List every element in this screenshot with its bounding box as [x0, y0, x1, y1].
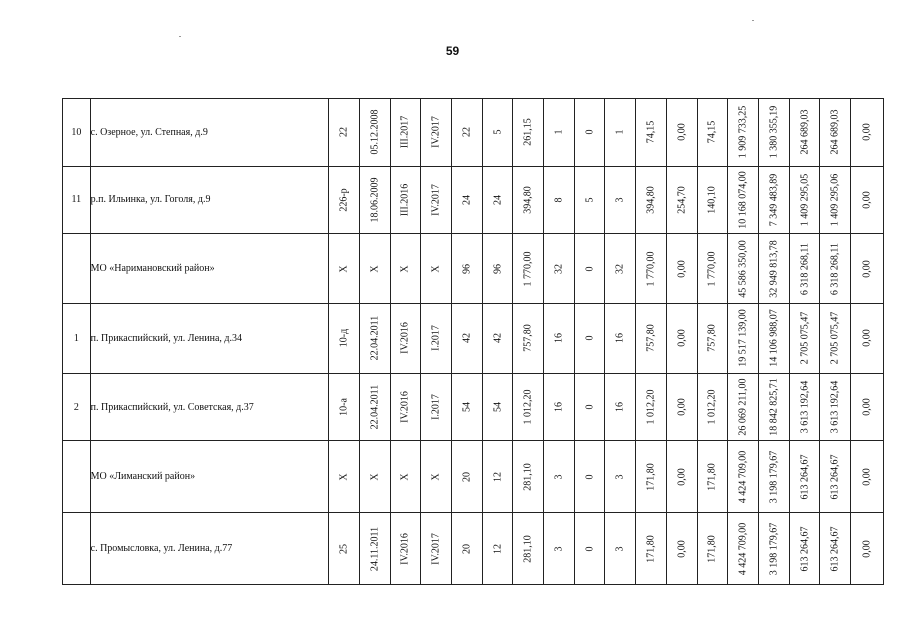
value-cell: [697, 234, 728, 304]
table-row: [63, 99, 884, 167]
row-number-cell: 10: [63, 99, 91, 167]
value-text: IV.2016: [399, 532, 411, 565]
value-text: 22: [338, 127, 350, 138]
value-cell: [544, 513, 575, 585]
value-cell: [359, 99, 390, 167]
table-row: [63, 513, 884, 585]
value-text: 1 409 295,06: [829, 173, 841, 227]
value-text: IV.2017: [430, 116, 442, 149]
value-text: 757,80: [706, 324, 718, 353]
value-cell: [851, 166, 884, 234]
value-text: 6 318 268,11: [799, 242, 811, 295]
value-text: 54: [461, 402, 473, 413]
value-cell: [451, 234, 482, 304]
value-text: Х: [430, 473, 442, 481]
value-text: 171,80: [645, 534, 657, 563]
value-text: 1 770,00: [706, 251, 718, 287]
value-cell: [851, 513, 884, 585]
value-cell: [636, 513, 667, 585]
value-cell: [636, 166, 667, 234]
value-cell: [758, 441, 789, 513]
address-cell: МО «Наримановский район»: [90, 234, 329, 304]
value-text: 16: [614, 402, 626, 413]
value-text: 32 949 813,78: [768, 239, 780, 298]
value-text: 394,80: [522, 186, 534, 214]
value-cell: [451, 304, 482, 374]
value-text: 22.04.2011: [369, 316, 381, 361]
value-text: 25: [338, 543, 350, 554]
value-cell: [636, 99, 667, 167]
value-cell: [359, 166, 390, 234]
value-cell: [574, 441, 605, 513]
value-text: 0: [584, 404, 596, 410]
value-text: 16: [553, 333, 565, 344]
row-number-cell: 2: [63, 373, 91, 441]
value-text: Х: [369, 265, 381, 273]
value-cell: [789, 304, 820, 374]
table-row: [63, 441, 884, 513]
value-text: 0,00: [676, 259, 688, 278]
value-cell: [758, 304, 789, 374]
value-cell: [636, 373, 667, 441]
value-cell: [605, 234, 636, 304]
value-cell: [820, 373, 851, 441]
value-cell: [758, 373, 789, 441]
value-cell: [605, 441, 636, 513]
value-text: 8: [553, 197, 565, 203]
value-cell: [329, 513, 360, 585]
value-text: IV.2016: [399, 322, 411, 355]
value-text: 26 069 211,00: [737, 378, 749, 436]
value-cell: [329, 441, 360, 513]
value-text: 3: [614, 474, 626, 480]
value-text: 54: [492, 402, 503, 413]
value-cell: [513, 304, 544, 374]
value-text: 140,10: [706, 186, 718, 214]
value-cell: [851, 441, 884, 513]
value-cell: [513, 99, 544, 167]
value-cell: [574, 234, 605, 304]
value-cell: [758, 99, 789, 167]
value-text: 16: [553, 402, 565, 413]
value-text: 12: [492, 471, 503, 482]
value-text: 0,00: [676, 539, 688, 558]
table-row: [63, 166, 884, 234]
value-text: 613 264,67: [829, 526, 841, 572]
value-text: Х: [369, 473, 381, 481]
value-cell: [482, 234, 513, 304]
value-cell: [390, 304, 421, 374]
value-text: 613 264,67: [799, 454, 811, 500]
value-text: 261,15: [522, 118, 534, 147]
value-text: 20: [461, 471, 473, 482]
housing-program-table: [62, 98, 884, 585]
value-cell: [605, 166, 636, 234]
value-cell: [666, 373, 697, 441]
value-cell: [390, 373, 421, 441]
value-text: 1 012,20: [522, 389, 534, 425]
value-text: 0: [584, 546, 596, 552]
row-number-cell: 11: [63, 166, 91, 234]
value-cell: [789, 99, 820, 167]
value-cell: [820, 99, 851, 167]
value-cell: [697, 441, 728, 513]
value-text: 32: [614, 263, 626, 274]
value-cell: [329, 304, 360, 374]
value-text: 0: [584, 129, 596, 135]
value-cell: [636, 234, 667, 304]
value-cell: [605, 99, 636, 167]
value-text: 1 770,00: [522, 251, 534, 287]
value-text: 254,70: [676, 186, 688, 214]
value-text: 3: [614, 546, 626, 552]
value-cell: [482, 99, 513, 167]
value-text: 0,00: [861, 329, 873, 348]
value-text: 7 349 483,89: [768, 173, 780, 227]
value-text: I.2017: [430, 394, 442, 420]
value-text: 0: [584, 266, 596, 272]
value-cell: [451, 441, 482, 513]
scan-speck: [179, 36, 181, 37]
value-text: 1 380 355,19: [768, 106, 780, 159]
value-text: 1 909 733,25: [737, 106, 749, 159]
value-cell: [421, 513, 452, 585]
value-text: 3: [614, 197, 626, 203]
address-cell: р.п. Ильинка, ул. Гоголя, д.9: [90, 166, 329, 234]
value-cell: [728, 304, 759, 374]
value-text: 757,80: [522, 324, 534, 353]
value-text: Х: [338, 265, 350, 273]
value-text: Х: [430, 265, 442, 273]
value-cell: [544, 304, 575, 374]
value-cell: [329, 99, 360, 167]
value-cell: [359, 304, 390, 374]
value-text: 18 842 825,71: [768, 378, 780, 436]
value-text: 22.04.2011: [369, 384, 381, 430]
value-cell: [697, 304, 728, 374]
value-cell: [390, 513, 421, 585]
value-cell: [421, 99, 452, 167]
value-cell: [820, 513, 851, 585]
value-cell: [574, 166, 605, 234]
value-text: 20: [461, 543, 473, 554]
value-cell: [789, 513, 820, 585]
value-text: 0,00: [676, 398, 688, 416]
value-cell: [789, 166, 820, 234]
address-cell: с. Озерное, ул. Степная, д.9: [90, 99, 329, 167]
value-text: 10-а: [338, 398, 350, 416]
value-cell: [789, 441, 820, 513]
value-cell: [851, 373, 884, 441]
table-row: [63, 234, 884, 304]
value-cell: [329, 373, 360, 441]
value-cell: [666, 234, 697, 304]
value-text: 1 770,00: [645, 251, 657, 287]
value-text: 171,80: [706, 463, 718, 491]
value-text: IV.2017: [430, 532, 442, 565]
value-text: III.2017: [399, 116, 411, 149]
value-text: 24: [492, 194, 503, 205]
value-cell: [421, 304, 452, 374]
value-cell: [359, 234, 390, 304]
value-cell: [482, 513, 513, 585]
value-text: 96: [461, 263, 473, 274]
value-cell: [758, 513, 789, 585]
value-text: 171,80: [706, 534, 718, 563]
value-text: 74,15: [645, 121, 657, 144]
value-text: 12: [492, 543, 503, 554]
value-text: 0,00: [676, 123, 688, 142]
value-cell: [513, 234, 544, 304]
value-text: 0,00: [861, 398, 873, 416]
value-text: 1 012,20: [645, 389, 657, 425]
value-text: 3: [553, 546, 565, 552]
value-text: 613 264,67: [829, 454, 841, 500]
value-cell: [728, 441, 759, 513]
value-text: 0,00: [676, 468, 688, 486]
value-text: 5: [584, 197, 596, 203]
value-text: 24.11.2011: [369, 526, 381, 571]
table-row: [63, 304, 884, 374]
value-cell: [421, 166, 452, 234]
value-text: 4 424 709,00: [737, 450, 749, 504]
value-text: 3: [553, 474, 565, 480]
value-cell: [390, 99, 421, 167]
value-text: 45 586 350,00: [737, 239, 749, 298]
value-text: Х: [338, 473, 350, 481]
value-cell: [851, 99, 884, 167]
value-cell: [697, 513, 728, 585]
value-cell: [482, 373, 513, 441]
value-text: 10 168 074,00: [737, 171, 749, 229]
value-cell: [697, 99, 728, 167]
value-text: 24: [461, 194, 473, 205]
value-text: 2 705 075,47: [799, 312, 811, 365]
value-text: 2 705 075,47: [829, 312, 841, 365]
value-cell: [758, 166, 789, 234]
value-cell: [851, 304, 884, 374]
value-cell: [544, 166, 575, 234]
value-text: 264 689,03: [799, 109, 811, 155]
value-cell: [697, 373, 728, 441]
value-cell: [451, 513, 482, 585]
value-text: 10-д: [338, 329, 350, 348]
value-cell: [451, 99, 482, 167]
value-text: 264 689,03: [829, 109, 841, 155]
value-cell: [390, 166, 421, 234]
value-cell: [574, 513, 605, 585]
value-cell: [359, 373, 390, 441]
value-cell: [820, 166, 851, 234]
row-number-cell: 1: [63, 304, 91, 374]
value-text: 281,10: [522, 534, 534, 563]
value-cell: [359, 513, 390, 585]
value-cell: [789, 373, 820, 441]
value-text: I.2017: [430, 325, 442, 352]
value-text: 96: [492, 263, 503, 274]
value-text: 281,10: [522, 463, 534, 491]
value-cell: [666, 304, 697, 374]
value-cell: [544, 234, 575, 304]
value-cell: [451, 373, 482, 441]
value-text: 22: [461, 127, 473, 138]
value-text: 0: [584, 474, 596, 480]
value-cell: [329, 234, 360, 304]
scan-speck: [752, 20, 754, 21]
value-cell: [666, 513, 697, 585]
value-cell: [728, 99, 759, 167]
value-cell: [544, 99, 575, 167]
value-cell: [390, 234, 421, 304]
value-cell: [544, 373, 575, 441]
value-cell: [728, 513, 759, 585]
value-cell: [636, 441, 667, 513]
value-text: 32: [553, 263, 565, 274]
value-cell: [728, 166, 759, 234]
value-text: 16: [614, 333, 626, 344]
value-cell: [513, 373, 544, 441]
value-cell: [666, 166, 697, 234]
value-text: 226-р: [338, 188, 350, 212]
value-text: 0,00: [861, 123, 873, 142]
value-cell: [789, 234, 820, 304]
value-cell: [574, 99, 605, 167]
value-cell: [851, 234, 884, 304]
value-cell: [574, 373, 605, 441]
value-text: 3 613 192,64: [829, 380, 841, 434]
value-text: IV.2017: [430, 184, 442, 216]
value-cell: [605, 513, 636, 585]
value-text: 6 318 268,11: [829, 242, 841, 295]
value-cell: [451, 166, 482, 234]
value-text: 14 106 988,07: [768, 309, 780, 368]
table-row: [63, 373, 884, 441]
value-text: 613 264,67: [799, 526, 811, 572]
address-cell: МО «Лиманский район»: [90, 441, 329, 513]
value-text: 0,00: [861, 191, 873, 209]
value-text: 3 613 192,64: [799, 380, 811, 434]
value-cell: [421, 441, 452, 513]
value-cell: [421, 234, 452, 304]
value-cell: [359, 441, 390, 513]
value-cell: [513, 441, 544, 513]
address-cell: п. Прикаспийский, ул. Ленина, д.34: [90, 304, 329, 374]
value-text: IV.2016: [399, 391, 411, 423]
value-text: III.2016: [399, 183, 411, 217]
value-text: 1: [614, 129, 626, 135]
row-number-cell: [63, 441, 91, 513]
value-cell: [666, 441, 697, 513]
value-text: 74,15: [706, 121, 718, 144]
value-text: 4 424 709,00: [737, 522, 749, 575]
address-cell: п. Прикаспийский, ул. Советская, д.37: [90, 373, 329, 441]
value-cell: [513, 513, 544, 585]
row-number-cell: [63, 513, 91, 585]
value-text: 05.12.2008: [369, 109, 381, 155]
value-cell: [482, 441, 513, 513]
value-cell: [513, 166, 544, 234]
value-cell: [820, 304, 851, 374]
value-text: 18.06.2009: [369, 177, 381, 223]
value-text: 19 517 139,00: [737, 309, 749, 368]
value-text: 0,00: [861, 259, 873, 278]
value-text: 0,00: [861, 468, 873, 486]
value-text: 171,80: [645, 463, 657, 491]
value-text: 3 198 179,67: [768, 522, 780, 575]
value-cell: [820, 234, 851, 304]
value-text: 0,00: [676, 329, 688, 348]
value-cell: [605, 373, 636, 441]
value-text: 1: [553, 129, 565, 135]
value-cell: [421, 373, 452, 441]
value-text: 0,00: [861, 539, 873, 558]
value-text: 1 409 295,05: [799, 173, 811, 227]
value-cell: [605, 304, 636, 374]
value-text: 3 198 179,67: [768, 450, 780, 504]
value-cell: [728, 373, 759, 441]
value-cell: [666, 99, 697, 167]
value-cell: [544, 441, 575, 513]
value-cell: [390, 441, 421, 513]
value-text: Х: [399, 265, 411, 273]
address-cell: с. Промысловка, ул. Ленина, д.77: [90, 513, 329, 585]
value-cell: [697, 166, 728, 234]
value-cell: [636, 304, 667, 374]
page-number: 59: [445, 44, 460, 58]
value-text: 0: [584, 335, 596, 341]
value-text: 757,80: [645, 324, 657, 353]
value-text: 394,80: [645, 186, 657, 214]
row-number-cell: [63, 234, 91, 304]
value-cell: [820, 441, 851, 513]
value-text: 1 012,20: [706, 389, 718, 425]
value-text: Х: [399, 473, 411, 481]
value-text: 42: [492, 333, 503, 344]
value-cell: [574, 304, 605, 374]
value-text: 42: [461, 333, 473, 344]
value-cell: [758, 234, 789, 304]
value-text: 5: [492, 129, 503, 135]
value-cell: [482, 166, 513, 234]
value-cell: [329, 166, 360, 234]
value-cell: [482, 304, 513, 374]
value-cell: [728, 234, 759, 304]
